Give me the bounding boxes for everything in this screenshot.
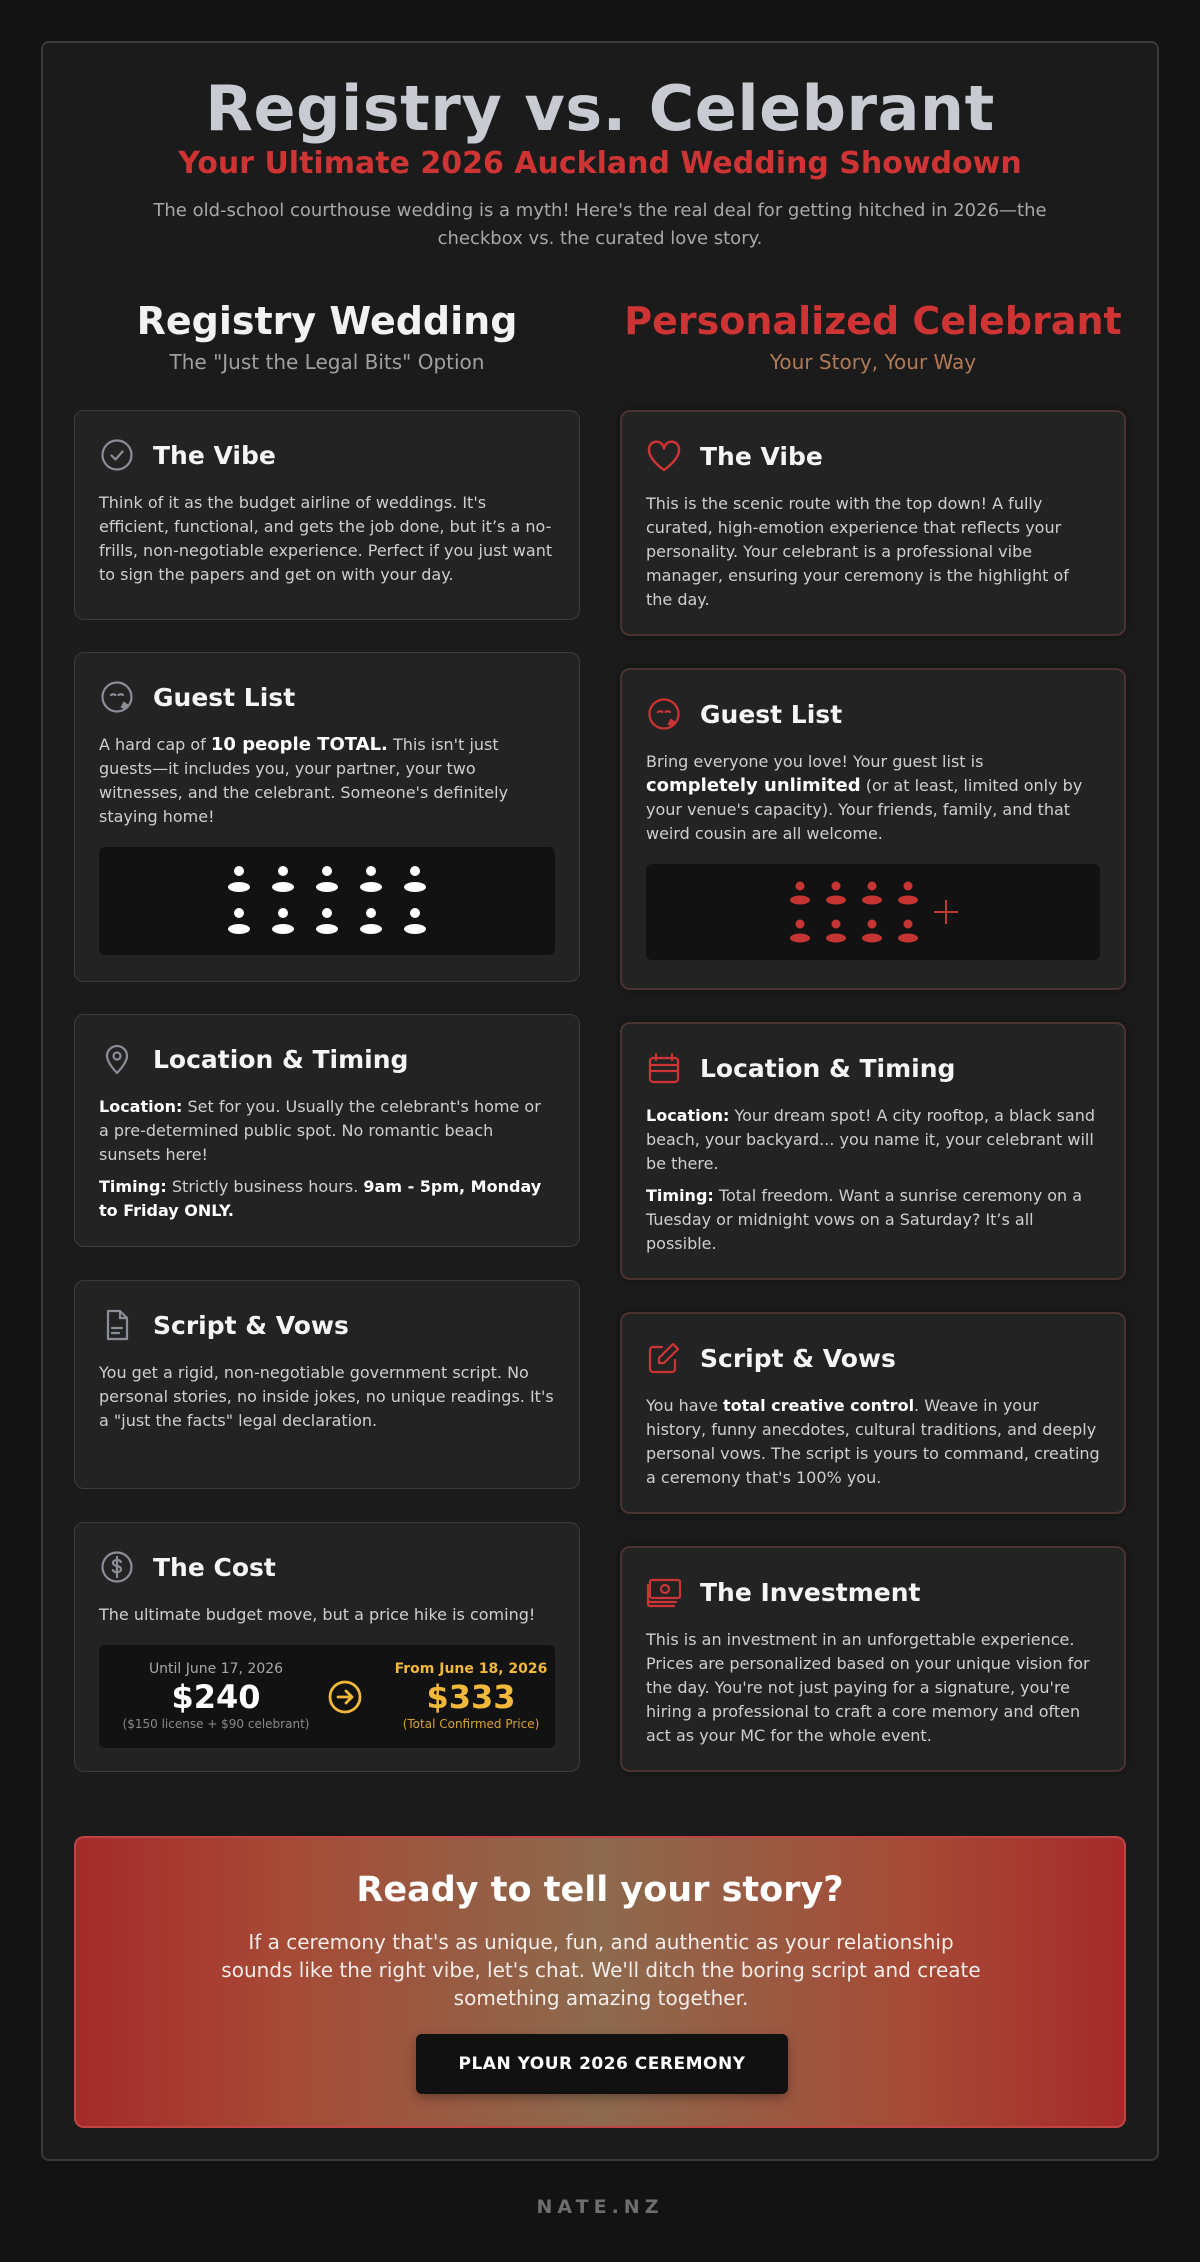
cta-title: Ready to tell your story? — [356, 1870, 844, 1910]
location-text: Location: Set for you. Usually the celebrant's home or a pre-determined public spot. No romantic beach sunsets here! — [99, 1097, 541, 1164]
face-icon — [646, 696, 682, 732]
card-title: The Vibe — [153, 440, 276, 470]
card-text: You have total creative control. Weave in your history, funny anecdotes, cultural traditions, and deeply personal vows. The script is yours to command, creating a ceremony that's 100% you. — [646, 1396, 1100, 1487]
person-icon — [898, 882, 918, 905]
cta-text: If a ceremony that's as unique, fun, and authentic as your relationship sounds like the right vibe, let's chat. We'll ditch the boring script and create something amazing together. — [221, 1930, 981, 2010]
registry-vibe-card — [74, 410, 580, 620]
celebrant-script-card — [620, 1312, 1126, 1514]
celebrant-column-header — [620, 296, 1126, 374]
card-text: Bring everyone you love! Your guest list is completely unlimited (or at least, limited only by your venue's capacity). Your friends, family, and that weird cousin are all welcome. — [646, 752, 1083, 843]
timing-text: Timing: Total freedom. Want a sunrise ceremony on a Tuesday or midnight vows on a Saturday? It’s all possible. — [646, 1186, 1083, 1253]
price-comparison — [99, 1645, 555, 1748]
person-icon — [790, 920, 810, 943]
card-text: This is the scenic route with the top down! A fully curated, high-emotion experience that reflects your personality. Your celebrant is a professional vibe manager, ensuring your ceremony is the highlight of the day. — [646, 494, 1069, 609]
card-title: Guest List — [153, 682, 296, 712]
celebrant-location-card — [620, 1022, 1126, 1280]
check-circle-icon — [99, 437, 135, 473]
card-text: Think of it as the budget airline of weddings. It's efficient, functional, and gets the job done, but it’s a no-frills, non-negotiable experience. Perfect if you just want to sign the papers and get on with your day. — [99, 493, 553, 584]
page-title: Registry vs. Celebrant — [205, 72, 995, 145]
person-icon — [898, 920, 918, 943]
card-text: This is an investment in an unforgettable experience. Prices are personalized based on your unique vision for the day. You're not just paying for a signature, you're hiring a professional to craft a core memory and often act as your MC for the whole event. — [646, 1630, 1090, 1745]
heart-icon — [646, 438, 682, 474]
person-icon — [360, 908, 382, 934]
celebrant-heading: Personalized Celebrant — [624, 299, 1122, 343]
map-pin-icon — [99, 1041, 135, 1077]
intro-text: The old-school courthouse wedding is a myth! Here's the real deal for getting hitched in 2026—the checkbox vs. the curated love story. — [153, 200, 1047, 249]
person-icon — [862, 920, 882, 943]
celebrant-subheading: Your Story, Your Way — [769, 350, 977, 374]
card-text: The ultimate budget move, but a price hike is coming! — [99, 1605, 536, 1624]
current-price: Until June 17, 2026 $240 ($150 license + $90 celebrant) — [122, 1661, 310, 1731]
calendar-icon — [646, 1050, 682, 1086]
person-icon — [272, 908, 294, 934]
celebrant-guest-card — [620, 668, 1126, 990]
card-title: The Investment — [700, 1577, 921, 1607]
card-title: Location & Timing — [153, 1044, 409, 1074]
call-to-action-banner — [74, 1836, 1126, 2128]
card-title: Guest List — [700, 699, 843, 729]
plus-icon — [934, 900, 958, 924]
person-icon — [316, 866, 338, 892]
registry-subheading: The "Just the Legal Bits" Option — [169, 350, 485, 374]
celebrant-investment-card — [620, 1546, 1126, 1772]
location-text: Location: Your dream spot! A city rooftop, a black sand beach, your backyard... you name it, your celebrant will be there. — [646, 1106, 1096, 1173]
money-icon — [646, 1574, 682, 1610]
person-icon — [228, 866, 250, 892]
registry-guest-card — [74, 652, 580, 982]
pencil-edit-icon — [646, 1340, 682, 1376]
celebrant-vibe-card — [620, 410, 1126, 636]
person-icon — [316, 908, 338, 934]
unlimited-guests-illustration — [646, 864, 1100, 960]
card-text: You get a rigid, non-negotiable government script. No personal stories, no inside jokes, no unique readings. It's a "just the facts" legal declaration. — [99, 1363, 554, 1430]
future-price: From June 18, 2026 $333 (Total Confirmed Price) — [394, 1661, 548, 1731]
person-icon — [790, 882, 810, 905]
person-icon — [272, 866, 294, 892]
person-icon — [404, 866, 426, 892]
footer-brand: NATE.NZ — [536, 2196, 664, 2218]
card-text: A hard cap of 10 people TOTAL. This isn't just guests—it includes you, your partner, your two witnesses, and the celebrant. Someone's definitely staying home! — [99, 734, 509, 826]
card-title: Script & Vows — [700, 1343, 896, 1373]
card-title: Location & Timing — [700, 1053, 956, 1083]
registry-script-card — [74, 1280, 580, 1489]
registry-column-header — [74, 296, 580, 374]
person-icon — [826, 920, 846, 943]
person-icon — [404, 908, 426, 934]
page-subtitle: Your Ultimate 2026 Auckland Wedding Showdown — [178, 146, 1022, 181]
registry-cost-card — [74, 1522, 580, 1772]
registry-location-card — [74, 1014, 580, 1247]
registry-heading: Registry Wedding — [136, 299, 518, 343]
person-icon — [360, 866, 382, 892]
card-title: The Vibe — [700, 441, 823, 471]
plan-ceremony-button[interactable]: PLAN YOUR 2026 CEREMONY — [416, 2034, 788, 2094]
card-title: Script & Vows — [153, 1310, 349, 1340]
timing-text: Timing: Strictly business hours. 9am - 5pm, Monday to Friday ONLY. — [99, 1177, 542, 1220]
person-icon — [228, 908, 250, 934]
arrow-right-circle-icon — [327, 1679, 363, 1715]
card-title: The Cost — [153, 1552, 276, 1582]
dollar-circle-icon — [99, 1549, 135, 1585]
guest-limit-illustration — [99, 847, 555, 955]
person-icon — [826, 882, 846, 905]
document-icon — [99, 1307, 135, 1343]
face-icon — [99, 679, 135, 715]
person-icon — [862, 882, 882, 905]
